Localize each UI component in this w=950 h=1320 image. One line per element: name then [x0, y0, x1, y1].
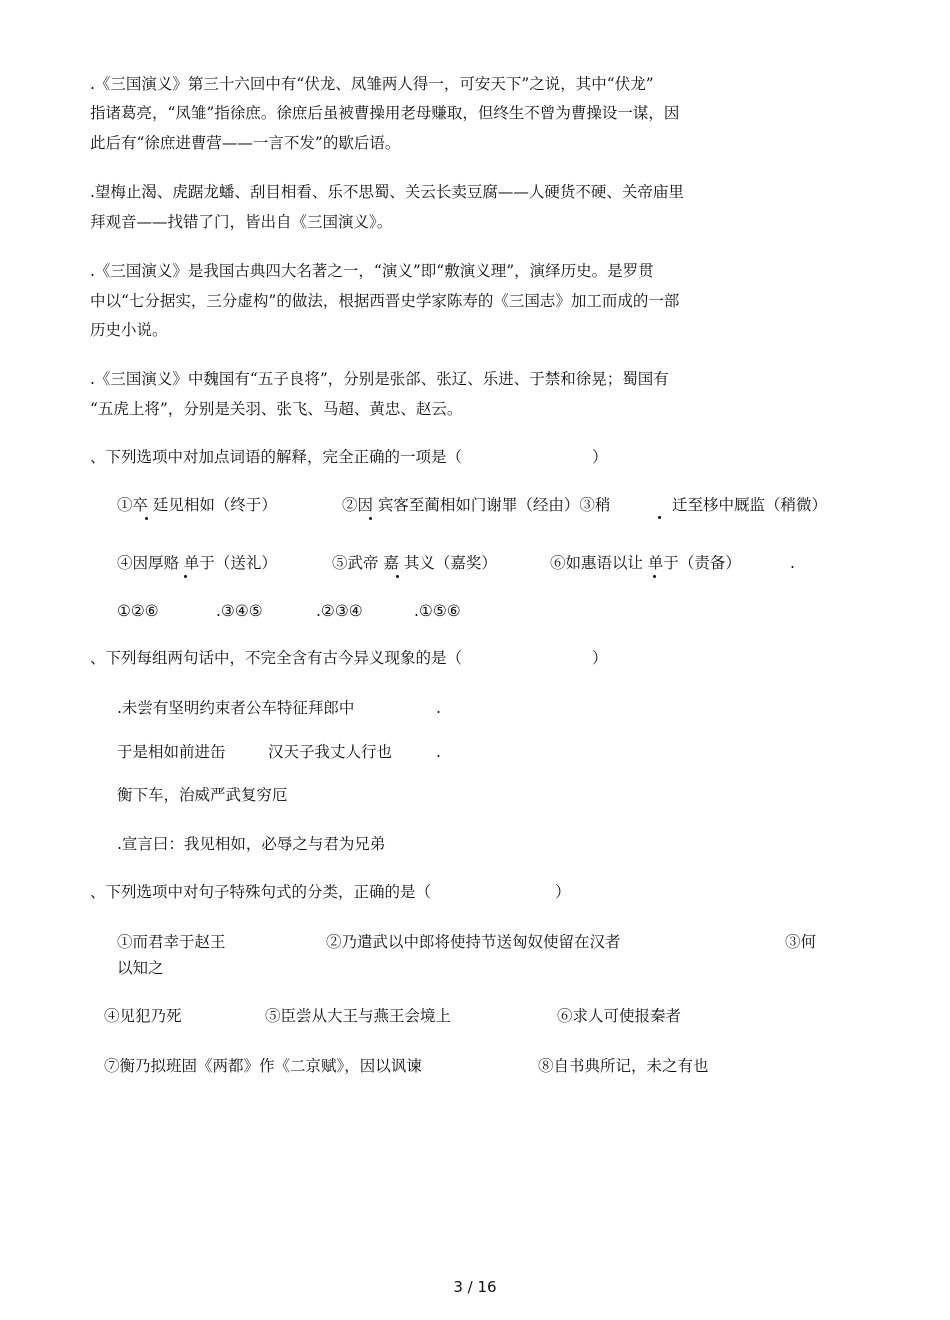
emphasis-dot	[653, 575, 656, 578]
q3-prompt-close: ）	[555, 883, 571, 901]
emphasis-dot	[396, 575, 399, 578]
statement-b-line-2: 拜观音——找错了门，皆出自《三国演义》。	[90, 213, 393, 231]
q1-item-4: ④因厚赂 单于（送礼）	[117, 554, 277, 572]
emphasis-dot	[658, 516, 661, 519]
q3-prompt: 、下列选项中对句子特殊句式的分类，正确的是（	[90, 883, 432, 901]
statement-d-line-1: .《三国演义》中魏国有“五子良将”，分别是张郃、张辽、乐进、于禁和徐晃；蜀国有	[90, 370, 669, 388]
q1-choice-c: .②③④	[316, 602, 363, 620]
q2-option-b-2: 汉天子我丈人行也	[268, 743, 393, 761]
q2-option-a-end: .	[436, 699, 441, 717]
q1-choice-a: ①②⑥	[117, 602, 159, 620]
q3-sentence-7: ⑦衡乃拟班固《两都》作《二京赋》，因以讽谏	[104, 1057, 422, 1075]
q3-sentence-1: ①而君幸于赵王	[117, 933, 226, 951]
q1-choice-d: .①⑤⑥	[414, 602, 461, 620]
q3-sentence-4: ④见犯乃死	[104, 1007, 182, 1025]
q1-item-3: 迁至栘中厩监（稍微）	[672, 496, 828, 514]
q3-sentence-6: ⑥求人可使报秦者	[557, 1007, 682, 1025]
statement-d-line-2: “五虎上将”，分别是关羽、张飞、马超、黄忠、赵云。	[90, 400, 463, 418]
q3-sentence-3: ③何	[785, 933, 817, 951]
q2-option-d: .宣言曰：我见相如，必辱之与君为兄弟	[117, 835, 386, 853]
statement-c-line-2: 中以“七分据实，三分虚构”的做法，根据西晋史学家陈寿的《三国志》加工而成的一部	[90, 292, 680, 310]
emphasis-dot	[145, 517, 148, 520]
q1-item-2: ②因 宾客至蔺相如门谢罪（经由）③稍	[342, 496, 611, 514]
statement-a-line-3: 此后有“徐庶进曹营——一言不发”的歇后语。	[90, 134, 401, 152]
q3-sentence-8: ⑧自书典所记，未之有也	[538, 1057, 709, 1075]
q2-option-b-1: 于是相如前进缶	[117, 743, 226, 761]
q2-prompt: 、下列每组两句话中，不完全含有古今异义现象的是（	[90, 649, 463, 667]
q3-sentence-5: ⑤臣尝从大王与燕王会境上	[265, 1007, 452, 1025]
q3-sentence-3-cont: 以知之	[117, 959, 164, 977]
q2-option-a: .未尝有坚明约束者公车特征拜郎中	[117, 699, 355, 717]
q1-prompt: 、下列选项中对加点词语的解释，完全正确的一项是（	[90, 448, 463, 466]
q1-item-6: ⑥如惠语以让 单于（责备）	[550, 554, 741, 572]
q1-choice-b: .③④⑤	[216, 602, 263, 620]
q3-sentence-2: ②乃遣武以中郎将使持节送匈奴使留在汉者	[326, 933, 621, 951]
q1-row-end-mark: .	[790, 554, 795, 572]
q2-prompt-close: ）	[592, 649, 608, 667]
statement-c-line-3: 历史小说。	[90, 321, 168, 339]
q1-prompt-close: ）	[592, 448, 608, 466]
emphasis-dot	[184, 575, 187, 578]
statement-a-line-2: 指诸葛亮，“凤雏”指徐庶。徐庶后虽被曹操用老母赚取，但终生不曾为曹操设一谋，因	[90, 104, 680, 122]
q1-item-5: ⑤武帝 嘉 其义（嘉奖）	[332, 554, 497, 572]
emphasis-dot	[369, 517, 372, 520]
statement-c-line-1: .《三国演义》是我国古典四大名著之一，“演义”即“敷演义理”，演绎历史。是罗贯	[90, 262, 654, 280]
q1-item-1: ①卒 廷见相如（终于）	[117, 496, 277, 514]
q2-option-b-end: .	[436, 743, 441, 761]
statement-a-line-1: .《三国演义》第三十六回中有“伏龙、凤雏两人得一，可安天下”之说，其中“伏龙”	[90, 75, 654, 93]
statement-b-line-1: .望梅止渴、虎踞龙蟠、刮目相看、乐不思蜀、关云长卖豆腐——人硬货不硬、关帝庙里	[90, 183, 684, 201]
q2-option-c: 衡下车，治威严武复穷厄	[117, 786, 288, 804]
page-number: 3 / 16	[453, 1278, 497, 1296]
